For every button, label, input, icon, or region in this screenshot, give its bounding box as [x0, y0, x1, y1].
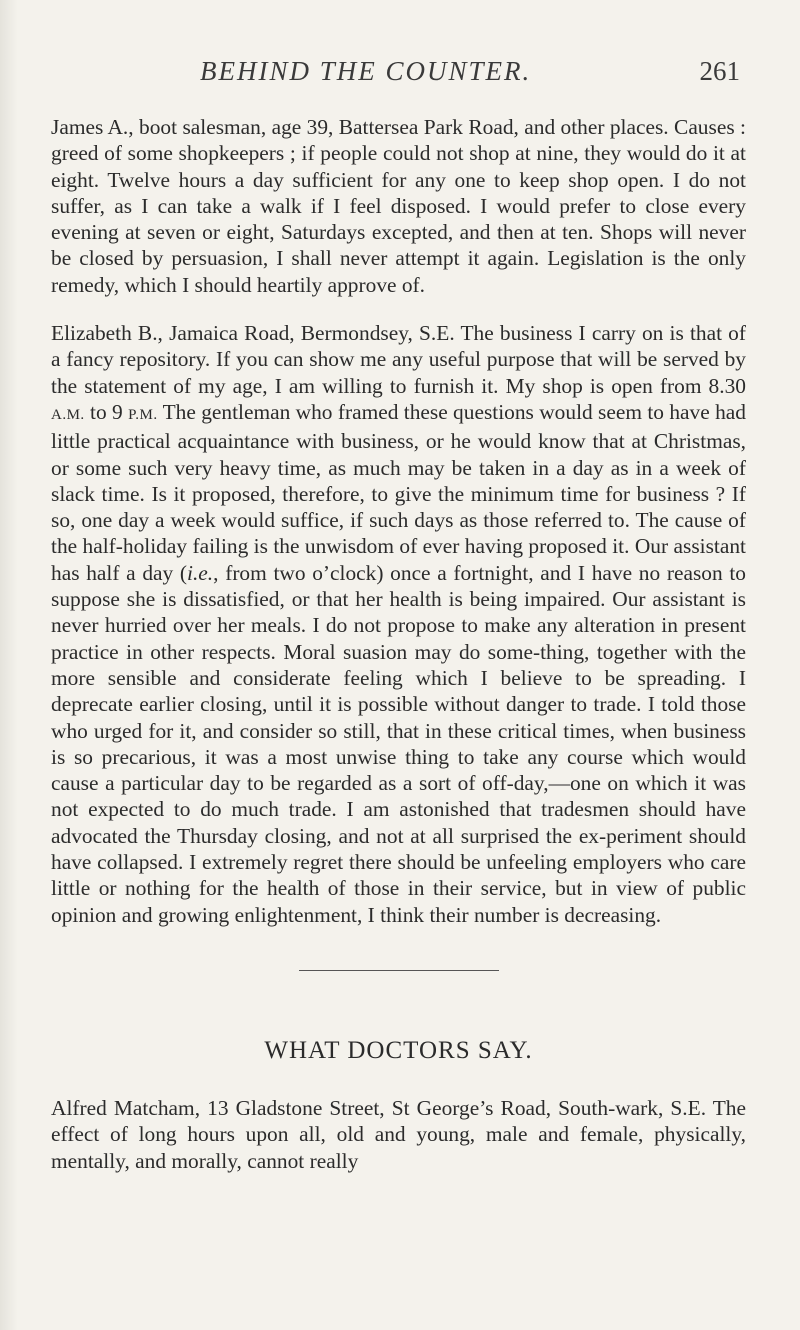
testimony-elizabeth [51, 320, 746, 928]
section-heading: WHAT DOCTORS SAY. [264, 1036, 533, 1064]
text-segment: , from two o’clock) once a fortnight, and I have no reason to suppose she is dissatisfied, or that her health is being impaired. Our assistant is never hurried over her meals. I do not propose to make any alteration in present practice in other respects. Moral suasion may do some-thing, together with the more sensible and considerate feeling which I believe to be spreading. I deprecate earlier closing, until it is possible without danger to trade. I told those who urged for it, and consider so still, that in these critical times, when business is so precarious, it was a most unwise thing to take any course which would cause a particular day to be regarded as a sort of off-day,—one on which it was not expected to do much trade. I am astonished that tradesmen should have advocated the Thursday closing, and not at all surprised the ex-periment should have collapsed. I extremely regret there should be unfeeling employers who care little or nothing for the health of those in their service, but in view of public opinion and growing enlightenment, I think their number is decreasing. [51, 560, 746, 927]
abbreviation-ie: i.e. [187, 560, 214, 585]
text-segment: Elizabeth B., Jamaica Road, Bermondsey, S.E. The business I carry on is that of a fancy repository. If you can show me any useful purpose that will be served by the statement of my age, I am willing to furnish it. My shop is open from 8.30 [51, 321, 746, 398]
body-text [51, 114, 746, 1196]
running-title: BEHIND THE COUNTER. [200, 56, 532, 86]
text-segment: The gentleman who framed these questions would seem to have had little practical acquaintance with business, or he would know that at Christmas, or some such very heavy time, as much may be taken in a day as in a week of slack time. Is it proposed, therefore, to give the minimum time for business ? If so, one day a week would suffice, if such days as those referred to. The cause of the half-holiday failing is the unwisdom of ever having proposed it. Our assistant has half a day ( [51, 399, 746, 585]
section-divider [299, 970, 499, 971]
page-number: 261 [699, 56, 740, 86]
time-pm: P.M. [128, 406, 158, 423]
testimony-alfred: Alfred Matcham, 13 Gladstone Street, St George’s Road, South-wark, S.E. The effect of long hours upon all, old and young, male and female, physically, mentally, and morally, cannot really [51, 1095, 746, 1173]
testimony-james: James A., boot salesman, age 39, Battersea Park Road, and other places. Causes : greed of some shopkeepers ; if people could not shop at nine, they would do it at eight. Twelve hours a day sufficient for any one to keep shop open. I do not suffer, as I can take a walk if I feel disposed. I would prefer to close every evening at seven or eight, Saturdays excepted, and then at ten. Shops will never be closed by persuasion, I shall never attempt it again. Legislation is the only remedy, which I should heartily approve of. [51, 115, 746, 297]
page-gutter-shadow [0, 0, 18, 1330]
text-segment: to 9 [84, 399, 129, 424]
time-am: A.M. [51, 406, 85, 423]
